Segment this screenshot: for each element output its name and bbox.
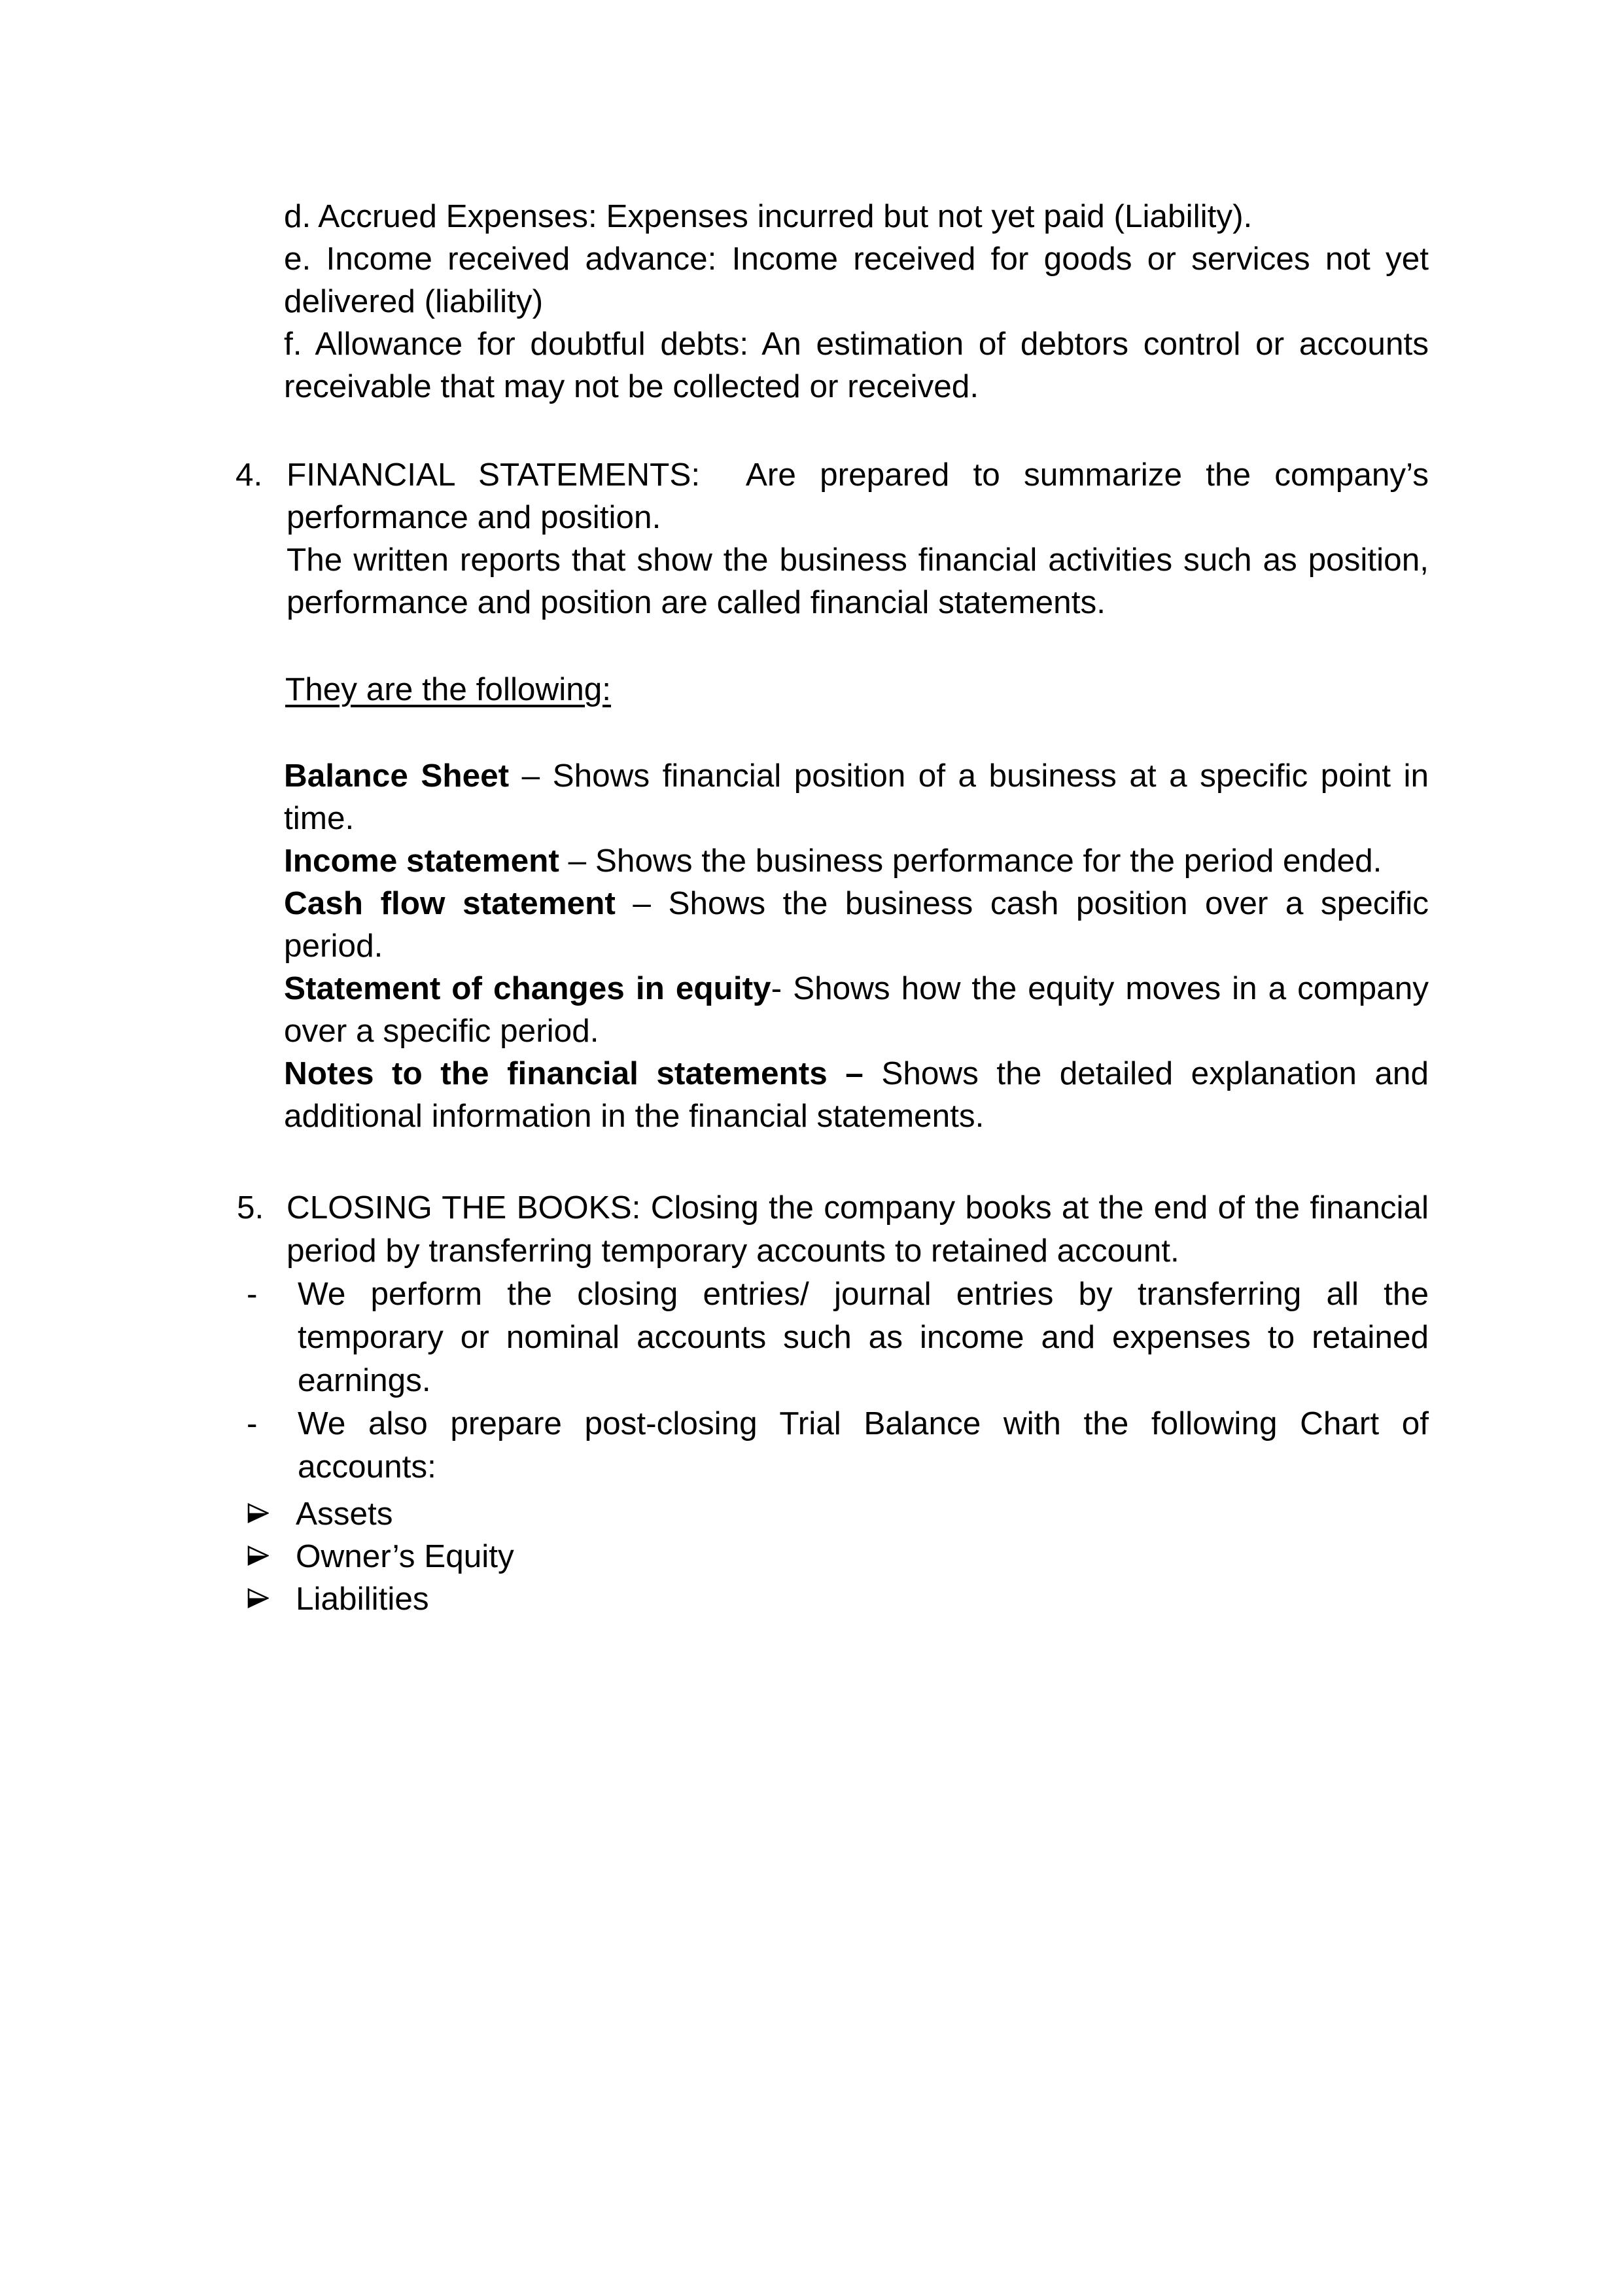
statement-term: Cash flow statement [284,885,616,921]
statement-line [284,839,1429,882]
bullet-line: We perform the closing entries/ journal entries by transferring all the [298,1276,1429,1312]
statement-line: time. [284,800,355,836]
definition-line: f. Allowance for doubtful debts: An estimation of debtors control or accounts [284,326,1429,362]
statement-line: period. [284,928,383,964]
item-4-line: performance and position. [287,499,661,535]
statement-description: - Shows how the equity moves in a company [771,970,1429,1006]
dash-bullet-marker: - [247,1276,258,1312]
item-4-line: FINANCIAL STATEMENTS: Are prepared to summarize the company’s [287,457,1429,493]
arrow-bullet-icon [247,1502,269,1524]
statement-line [284,1052,1429,1095]
definitions-paragraph [284,195,1429,408]
statement-description: – Shows financial position of a business at a specific point in [509,758,1429,794]
item-5-line: period by transferring temporary accounts to retained account. [287,1233,1179,1269]
statement-line: additional information in the financial statements. [284,1098,985,1134]
statement-description: Shows the detailed explanation and [863,1055,1429,1091]
bullet-line: temporary or nominal accounts such as income and expenses to retained [298,1319,1429,1355]
bullet-closing-entries [298,1273,1429,1402]
bullet-post-closing-trial-balance [298,1402,1429,1489]
statement-description: – Shows the business cash position over a specific [615,885,1429,921]
definition-line: d. Accrued Expenses: Expenses incurred but not yet paid (Liability). [284,198,1253,234]
bullet-line: We also prepare post-closing Trial Balance with the following Chart of [298,1405,1429,1441]
statement-term: Notes to the financial statements – [284,1055,864,1091]
statement-term: Statement of changes in equity [284,970,771,1006]
account-item-assets: Assets [296,1496,393,1532]
statement-term: Balance Sheet [284,758,510,794]
definition-line: receivable that may not be collected or received. [284,368,979,404]
statement-line [284,754,1429,797]
bullet-line: accounts: [298,1449,436,1485]
definition-line: e. Income received advance: Income received for goods or services not yet [284,241,1429,277]
statement-description: – Shows the business performance for the period ended. [559,843,1382,879]
item-4-line: performance and position are called financial statements. [287,584,1106,620]
item-5-closing-the-books [287,1186,1429,1273]
bullet-line: earnings. [298,1362,431,1398]
item-4-line: The written reports that show the business financial activities such as position, [287,542,1429,578]
dash-bullet-marker: - [247,1405,258,1441]
statement-line: over a specific period. [284,1013,599,1049]
item-4-financial-statements [287,453,1429,624]
subtitle-they-are-the-following: They are the following: [285,671,612,707]
arrow-bullet-icon [247,1587,269,1609]
definition-line: delivered (liability) [284,283,544,319]
account-item-owners-equity: Owner’s Equity [296,1538,514,1574]
arrow-bullet-icon [247,1545,269,1566]
list-number-5: 5. [237,1190,264,1226]
account-item-liabilities: Liabilities [296,1581,429,1617]
statement-line [284,967,1429,1010]
statement-term: Income statement [284,843,559,879]
statements-list [284,754,1429,1137]
item-5-line: CLOSING THE BOOKS: Closing the company books at the end of the financial [287,1190,1429,1226]
statement-line [284,882,1429,925]
list-number-4: 4. [236,457,263,493]
